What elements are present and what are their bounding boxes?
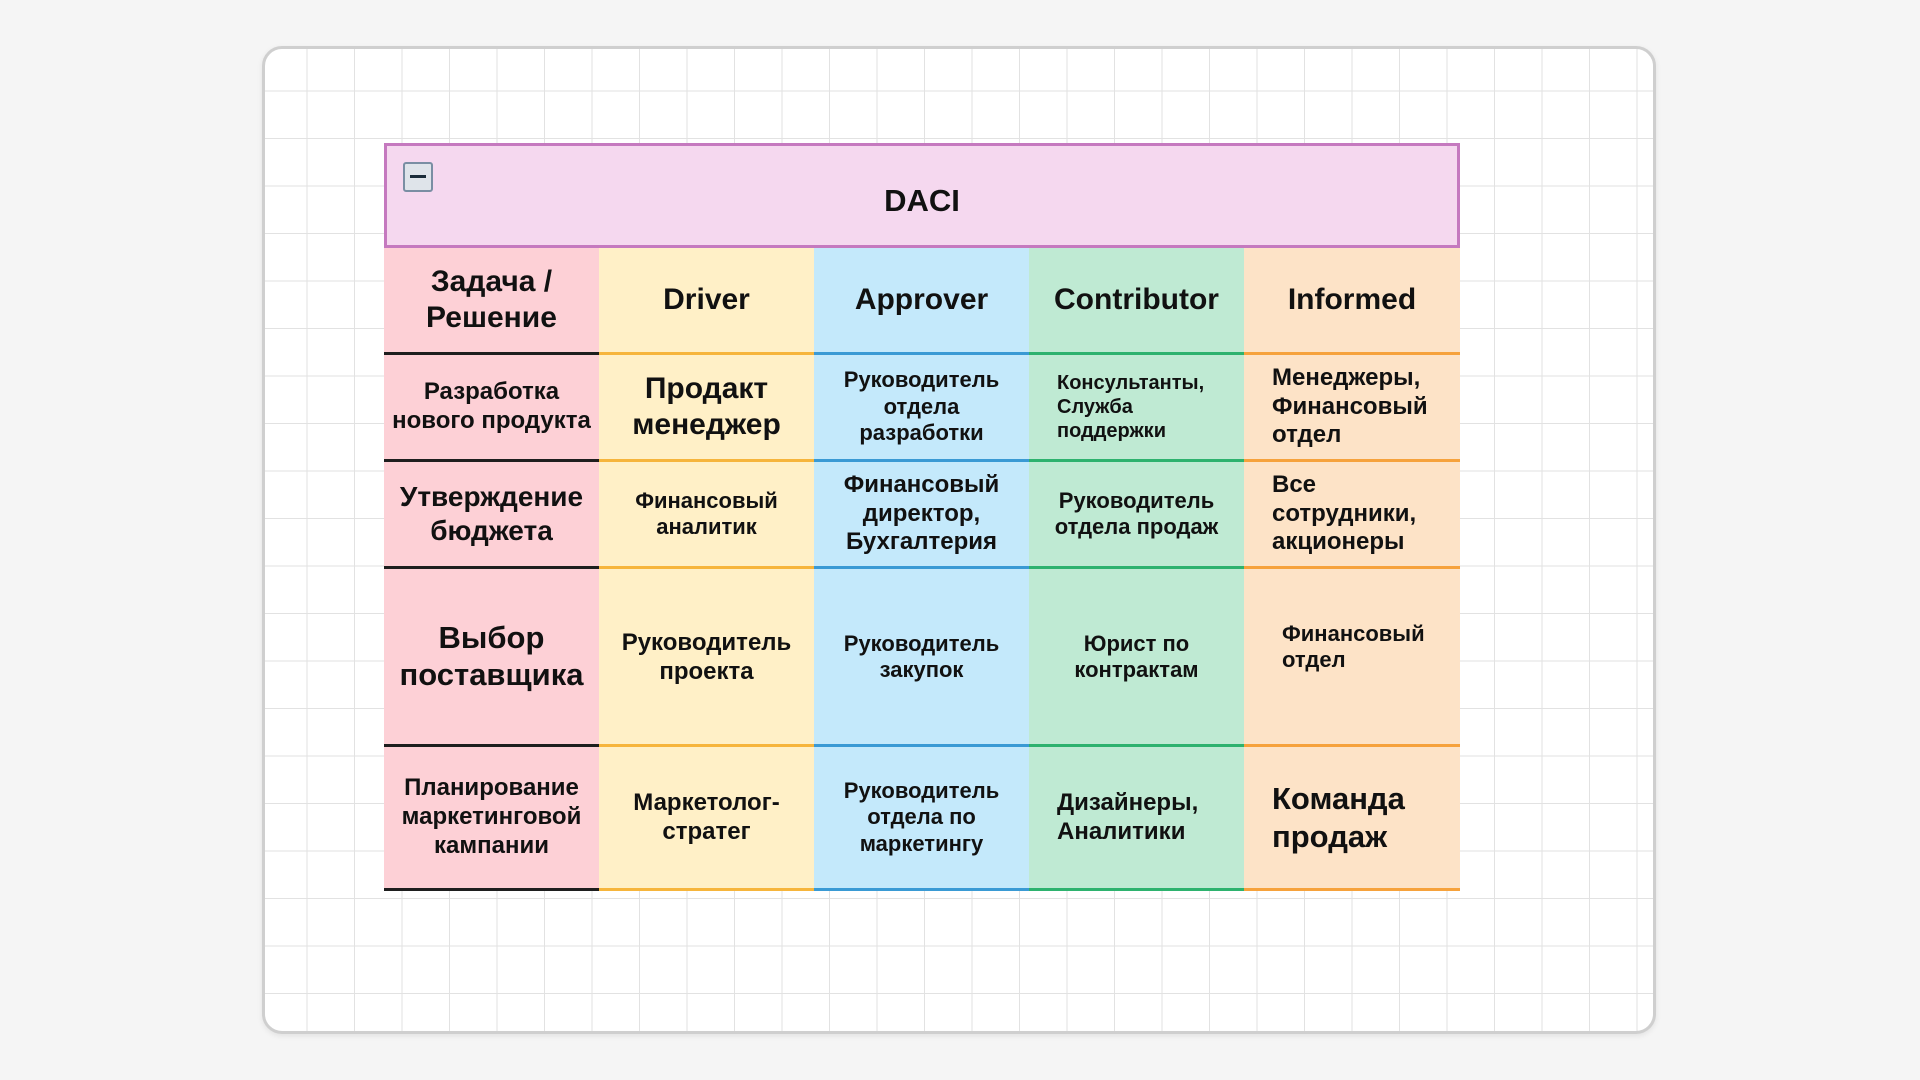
contributor-cell[interactable]: Руководитель отдела продаж — [1029, 462, 1244, 569]
contributor-cell[interactable]: Консультанты, Служба поддержки — [1029, 355, 1244, 462]
approver-cell[interactable]: Руководитель отдела по маркетингу — [814, 747, 1029, 891]
driver-cell[interactable]: Продакт менеджер — [599, 355, 814, 462]
task-cell[interactable]: Утверждение бюджета — [384, 462, 599, 569]
informed-cell[interactable]: Команда продаж — [1244, 747, 1460, 891]
header-task[interactable]: Задача / Решение — [384, 248, 599, 355]
task-cell[interactable]: Планирование маркетинговой кампании — [384, 747, 599, 891]
task-cell[interactable]: Выбор поставщика — [384, 569, 599, 747]
driver-cell[interactable]: Маркетолог-стратег — [599, 747, 814, 891]
header-contributor[interactable]: Contributor — [1029, 248, 1244, 355]
daci-title-bar — [384, 143, 1460, 248]
header-driver[interactable]: Driver — [599, 248, 814, 355]
daci-table — [384, 248, 1460, 891]
daci-board[interactable] — [384, 143, 1460, 891]
task-cell[interactable]: Разработка нового продукта — [384, 355, 599, 462]
approver-cell[interactable]: Руководитель закупок — [814, 569, 1029, 747]
approver-cell[interactable]: Финансовый директор, Бухгалтерия — [814, 462, 1029, 569]
contributor-cell[interactable]: Юрист по контрактам — [1029, 569, 1244, 747]
board-title: DACI — [884, 182, 960, 218]
informed-cell[interactable]: Финансовый отдел — [1244, 569, 1460, 747]
header-approver[interactable]: Approver — [814, 248, 1029, 355]
informed-cell[interactable]: Все сотрудники, акционеры — [1244, 462, 1460, 569]
header-informed[interactable]: Informed — [1244, 248, 1460, 355]
contributor-cell[interactable]: Дизайнеры, Аналитики — [1029, 747, 1244, 891]
driver-cell[interactable]: Финансовый аналитик — [599, 462, 814, 569]
driver-cell[interactable]: Руководитель проекта — [599, 569, 814, 747]
informed-cell[interactable]: Менеджеры, Финансовый отдел — [1244, 355, 1460, 462]
approver-cell[interactable]: Руководитель отдела разработки — [814, 355, 1029, 462]
